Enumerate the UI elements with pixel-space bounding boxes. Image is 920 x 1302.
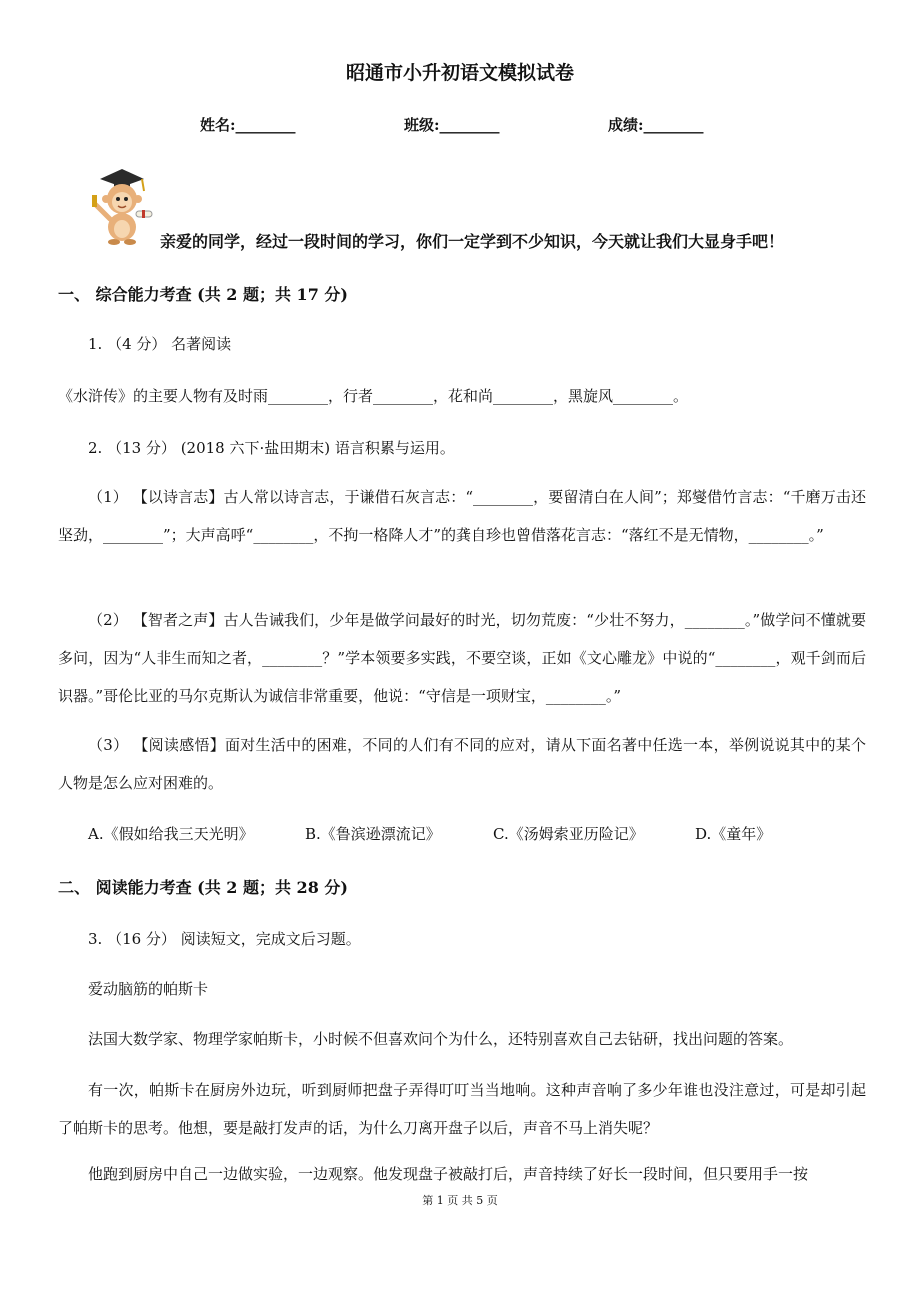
question-3-title: 3. （16 分） 阅读短文，完成文后习题。 — [88, 930, 361, 948]
question-2-title: 2. （13 分） (2018 六下·盐田期末) 语言积累与运用。 — [88, 439, 455, 457]
page-title: 昭通市小升初语文模拟试卷 — [345, 62, 574, 84]
story-title: 爱动脑筋的帕斯卡 — [88, 980, 209, 998]
mascot-graduate-icon — [86, 165, 158, 247]
greeting-text: 亲爱的同学，经过一段时间的学习，你们一定学到不少知识，今天就让我们大显身手吧！ — [160, 232, 785, 251]
question-2-part-1: （1） 【以诗言志】古人常以诗言志，于谦借石灰言志：“________，要留清白在人间”；郑燮借竹言志：“千磨万击还坚劲，________”；大声高呼“________，不拘一格降人才”的龚自珍也曾借落花言志：“落红不是无情物，________。” — [58, 488, 866, 544]
story-paragraph-1: 法国大数学家、物理学家帕斯卡，小时候不但喜欢问个为什么，还特别喜欢自己去钻研，找出问题的答案。 — [88, 1030, 794, 1048]
option-b: B.《鲁滨逊漂流记》 — [305, 825, 441, 843]
question-2-part-2: （2） 【智者之声】古人告诫我们，少年是做学问最好的时光，切勿荒废：“少壮不努力，________。”做学问不懂就要多问，因为“人非生而知之者，________？”学本领要多实践，不要空谈，正如《文心雕龙》中说的“________，观千剑而后识器。”哥伦比亚的马尔克斯认为诚信非常重要，他说：“守信是一项财宝，________。” — [58, 611, 866, 705]
question-2-part-3: （3） 【阅读感悟】面对生活中的困难，不同的人们有不同的应对，请从下面名著中任选一本，举例说说其中的某个人物是怎么应对困难的。 — [58, 736, 866, 792]
question-1-text: 《水浒传》的主要人物有及时雨________，行者________，花和尚________，黑旋风________。 — [58, 387, 689, 405]
section-1-heading: 一、 综合能力考查 (共 2 题；共 17 分) — [58, 285, 348, 304]
story-paragraph-2: 有一次，帕斯卡在厨房外边玩，听到厨师把盘子弄得叮叮当当地响。这种声音响了多少年谁也没注意过，可是却引起了帕斯卡的思考。他想，要是敲打发声的话，为什么刀离开盘子以后，声音不马上消失呢？ — [58, 1081, 866, 1137]
page-footer: 第 1 页 共 5 页 — [422, 1194, 498, 1207]
option-d: D.《童年》 — [695, 825, 772, 843]
section-2-heading: 二、 阅读能力考查 (共 2 题；共 28 分) — [58, 878, 348, 897]
name-field-label: 姓名:________ — [200, 116, 296, 134]
option-a: A.《假如给我三天光明》 — [88, 825, 254, 843]
story-paragraph-3: 他跑到厨房中自己一边做实验，一边观察。他发现盘子被敲打后，声音持续了好长一段时间，但只要用手一按 — [88, 1165, 809, 1183]
question-1-title: 1. （4 分） 名著阅读 — [88, 335, 232, 353]
option-c: C.《汤姆索亚历险记》 — [493, 825, 644, 843]
class-field-label: 班级:________ — [404, 116, 500, 134]
score-field-label: 成绩:________ — [608, 116, 704, 134]
